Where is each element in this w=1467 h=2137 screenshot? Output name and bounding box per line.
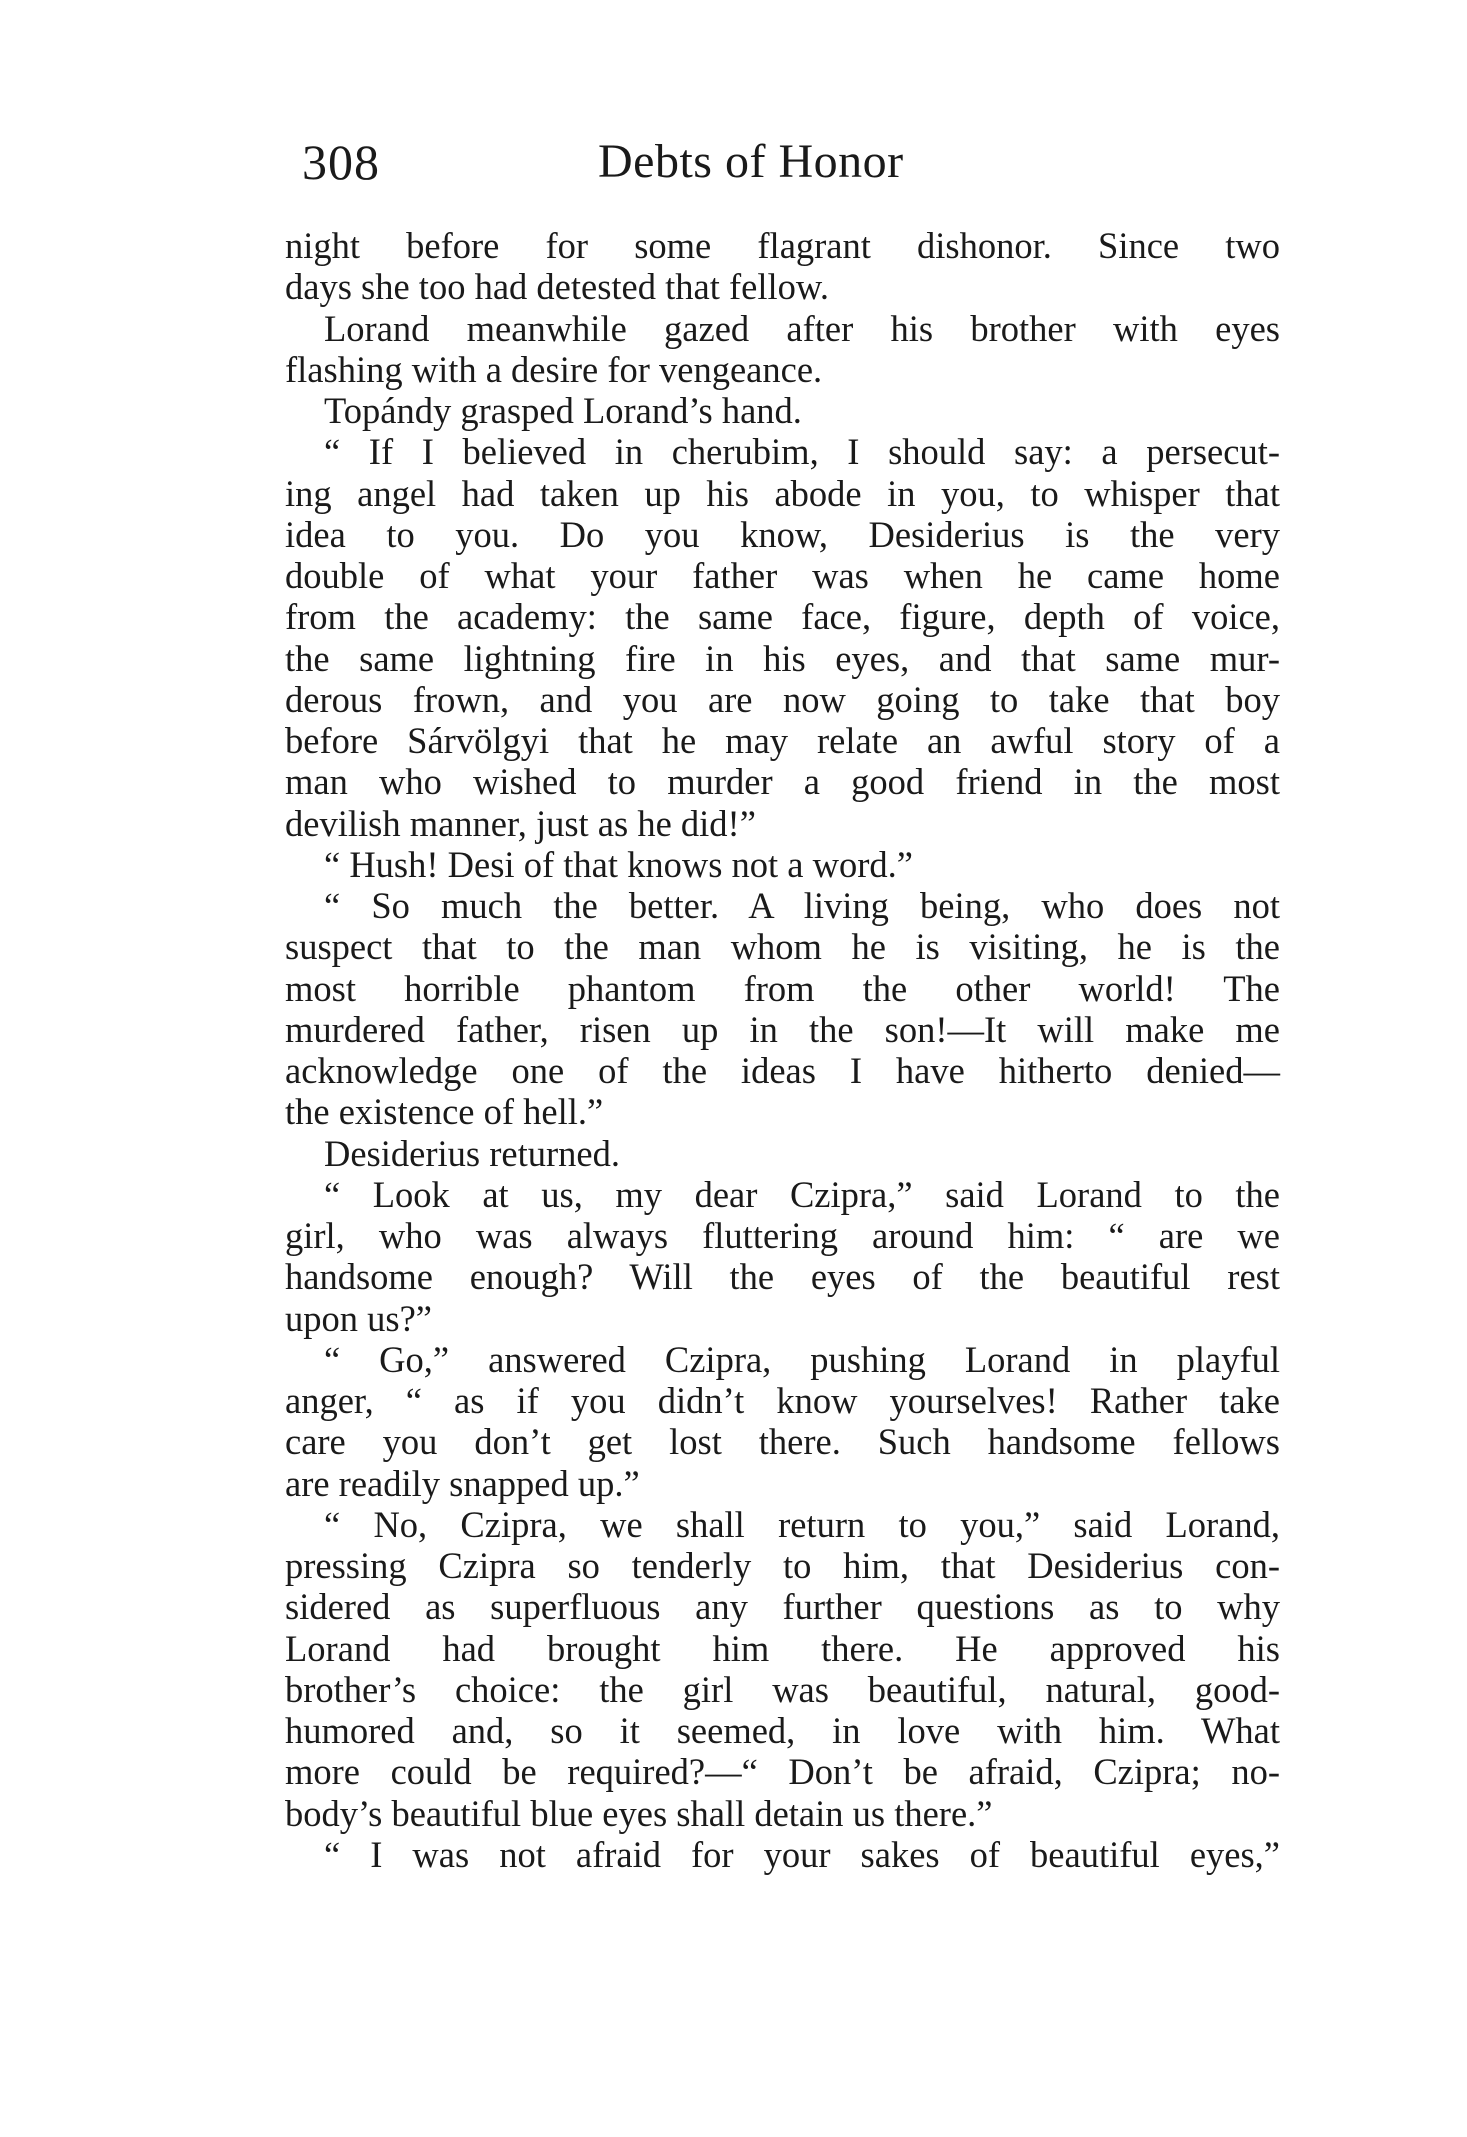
text-line: girl, who was always fluttering around him: “ are we xyxy=(285,1215,1280,1256)
text-line: brother’s choice: the girl was beautiful, natural, good- xyxy=(285,1668,1280,1710)
page-number: 308 xyxy=(302,134,380,190)
page-header xyxy=(280,132,1260,202)
text-line: upon us?” xyxy=(285,1297,432,1339)
text-line: man who wished to murder a good friend in the most xyxy=(285,761,1280,803)
text-line: “ Go,” answered Czipra, pushing Lorand in playful xyxy=(324,1338,1280,1380)
text-line: Topándy grasped Lorand’s hand. xyxy=(324,390,802,431)
text-line: humored and, so it seemed, in love with him. What xyxy=(285,1710,1280,1751)
text-line: care you don’t get lost there. Such handsome fellows xyxy=(285,1421,1280,1463)
text-line: “ Look at us, my dear Czipra,” said Lorand to the xyxy=(324,1173,1280,1215)
text-line: derous frown, and you are now going to take that boy xyxy=(285,678,1280,720)
text-line: ing angel had taken up his abode in you, to whisper that xyxy=(285,472,1280,514)
text-line: flashing with a desire for vengeance. xyxy=(285,348,823,390)
text-line: night before for some flagrant dishonor. Since two xyxy=(285,225,1280,266)
text-line: “ Hush! Desi of that knows not a word.” xyxy=(324,843,913,885)
text-line: body’s beautiful blue eyes shall detain us there.” xyxy=(285,1792,993,1834)
text-line: most horrible phantom from the other world! The xyxy=(285,967,1280,1009)
text-line: “ No, Czipra, we shall return to you,” said Lorand, xyxy=(324,1503,1280,1545)
text-line: “ So much the better. A living being, who does not xyxy=(324,885,1280,926)
text-line: “ I was not afraid for your sakes of beautiful eyes,” xyxy=(324,1833,1280,1875)
text-line: sidered as superfluous any further questions as to why xyxy=(285,1586,1280,1628)
text-line: double of what your father was when he came home xyxy=(285,555,1280,596)
text-line: are readily snapped up.” xyxy=(285,1462,640,1504)
text-line: murdered father, risen up in the son!—It will make me xyxy=(285,1008,1280,1050)
text-line: Desiderius returned. xyxy=(324,1132,620,1174)
text-line: handsome enough? Will the eyes of the beautiful rest xyxy=(285,1256,1280,1298)
text-line: the existence of hell.” xyxy=(285,1091,604,1133)
text-line: anger, “ as if you didn’t know yourselves! Rather take xyxy=(285,1380,1280,1421)
text-line: from the academy: the same face, figure, depth of voice, xyxy=(285,596,1280,638)
text-line: more could be required?—“ Don’t be afraid, Czipra; no- xyxy=(285,1751,1280,1793)
text-line: “ If I believed in cherubim, I should say: a persecut- xyxy=(324,431,1280,473)
text-line: days she too had detested that fellow. xyxy=(285,266,829,308)
body-text xyxy=(285,225,1280,1875)
text-line: before Sárvölgyi that he may relate an awful story of a xyxy=(285,720,1280,761)
running-title: Debts of Honor xyxy=(598,135,904,188)
text-line: devilish manner, just as he did!” xyxy=(285,802,756,844)
text-line: acknowledge one of the ideas I have hitherto denied— xyxy=(285,1050,1280,1091)
text-line: the same lightning fire in his eyes, and that same mur- xyxy=(285,637,1280,679)
text-line: pressing Czipra so tenderly to him, that Desiderius con- xyxy=(285,1545,1280,1586)
text-line: idea to you. Do you know, Desiderius is the very xyxy=(285,513,1280,555)
text-line: suspect that to the man whom he is visiting, he is the xyxy=(285,926,1280,968)
text-line: Lorand meanwhile gazed after his brother with eyes xyxy=(324,307,1280,349)
text-line: Lorand had brought him there. He approved his xyxy=(285,1627,1280,1669)
